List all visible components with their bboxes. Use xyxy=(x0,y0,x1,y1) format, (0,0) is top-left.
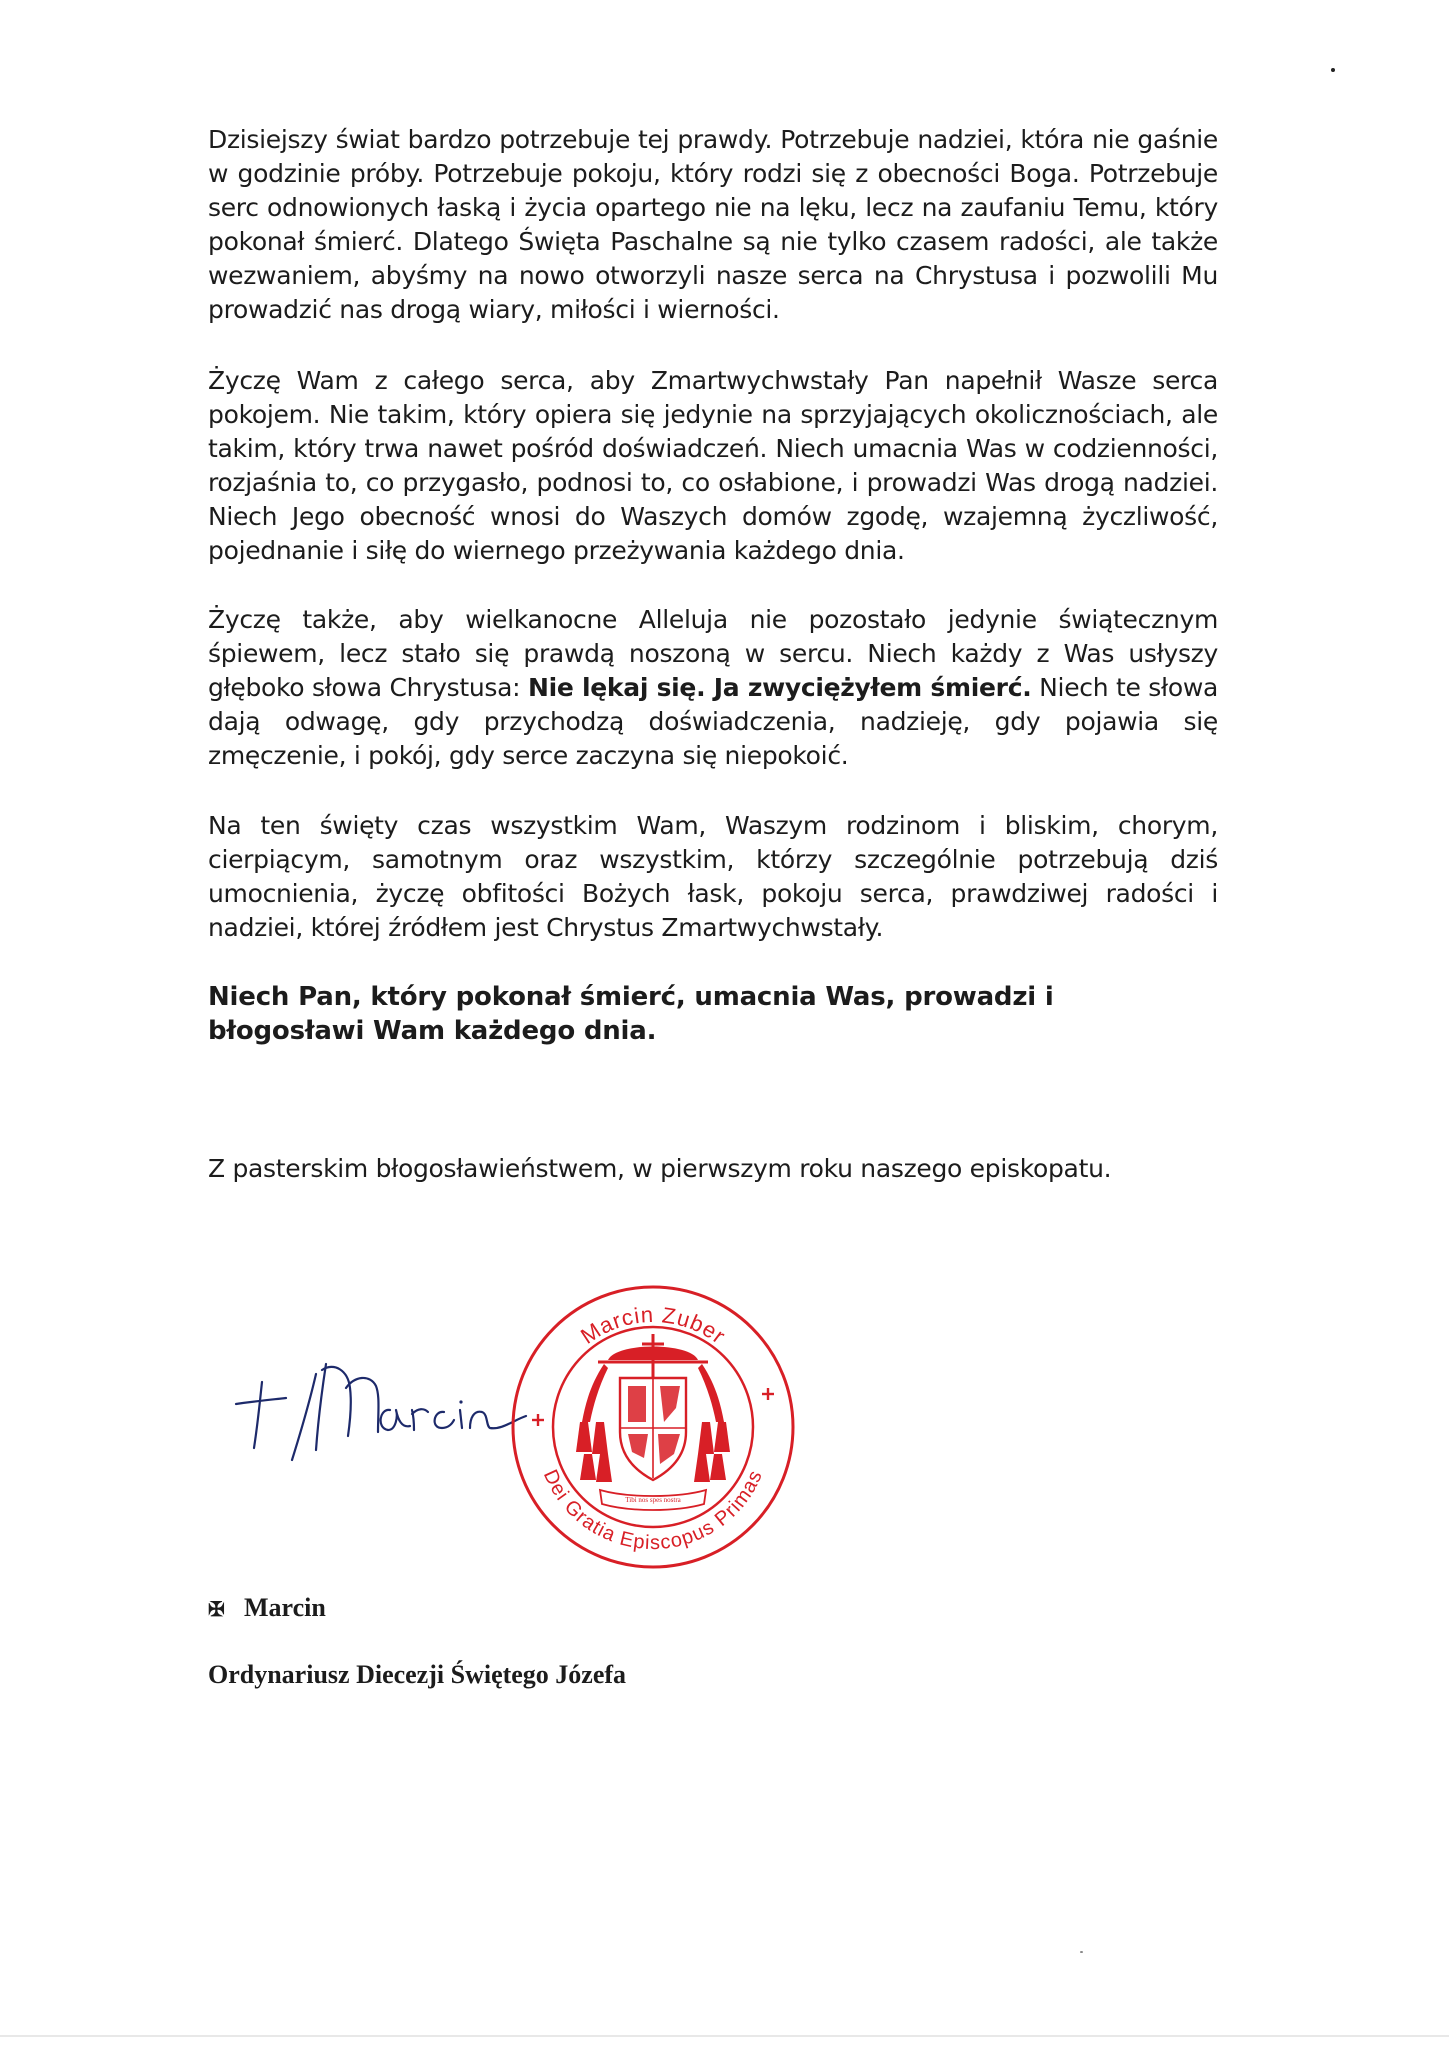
signature-name xyxy=(208,1593,326,1623)
paragraph-3 xyxy=(208,603,1218,773)
signature-title: Ordynariusz Diecezji Świętego Józefa xyxy=(208,1660,627,1689)
paragraph-1: Dzisiejszy świat bardzo potrzebuje tej prawdy. Potrzebuje nadziei, która nie gaśnie w godzinie próby. Potrzebuje pokoju, który rodzi się z obecności Boga. Potrzebuje serc odnowionych łaską i życia opartego nie na lęku, lecz na zaufaniu Temu, który pokonał śmierć. Dlatego Święta Paschalne są nie tylko czasem radości, ale także wezwaniem, abyśmy na nowo otworzyli nasze serca na Chrystusa i pozwolili Mu prowadzić nas drogą wiary, miłości i wierności. xyxy=(208,125,1218,324)
paragraph-3-end: Niech te słowa dają odwagę, gdy przychodzą doświadczenia, nadzieję, gdy pojawia się zmęczenie, i pokój, gdy serce zaczyna się niepokoić. xyxy=(208,673,1218,770)
signature-name-text: Marcin xyxy=(244,1593,326,1622)
paragraph-3-start: Życzę także, aby wielkanocne Alleluja nie pozostało jedynie świątecznym śpiewem, lecz stało się prawdą noszoną w sercu. Niech każdy z Was usłyszy głęboko słowa Chrystusa: xyxy=(208,605,1218,702)
scan-edge xyxy=(0,2035,1449,2037)
christ-quote: Nie lękaj się. Ja zwyciężyłem śmierć. xyxy=(527,673,1032,702)
speck-mark xyxy=(1331,68,1335,72)
seal-motto: Tibi nos spes nostra xyxy=(625,1496,681,1504)
episcopal-seal xyxy=(508,1282,798,1572)
speck-mark xyxy=(1080,1951,1083,1953)
handwritten-signature xyxy=(230,1330,530,1490)
closing-blessing: Niech Pan, który pokonał śmierć, umacnia Was, prowadzi i błogosławi Wam każdego dnia. xyxy=(208,982,1054,1046)
cross-icon: ✠ xyxy=(208,1599,225,1621)
paragraph-4: Na ten święty czas wszystkim Wam, Waszym rodzinom i bliskim, chorym, cierpiącym, samotnym oraz wszystkim, którzy szczególnie potrzebują dziś umocnienia, życzę obfitości Bożych łask, pokoju serca, prawdziwej radości i nadziei, której źródłem jest Chrystus Zmartwychwstały. xyxy=(208,811,1218,942)
seal-bottom-text: Dei Gratia Episcopus Primas xyxy=(538,1466,768,1555)
seal-top-text: Marcin Zuber xyxy=(576,1301,731,1349)
paragraph-2: Życzę Wam z całego serca, aby Zmartwychwstały Pan napełnił Wasze serca pokojem. Nie takim, który opiera się jedynie na sprzyjających okolicznościach, ale takim, który trwa nawet pośród doświadczeń. Niech umacnia Was w codzienności, rozjaśnia to, co przygasło, podnosi to, co osłabione, i prowadzi Was drogą nadziei. Niech Jego obecność wnosi do Waszych domów zgodę, wzajemną życzliwość, pojednanie i siłę do wiernego przeżywania każdego dnia. xyxy=(208,366,1218,565)
pastoral-blessing-line: Z pasterskim błogosławieństwem, w pierwszym roku naszego episkopatu. xyxy=(208,1154,1112,1183)
